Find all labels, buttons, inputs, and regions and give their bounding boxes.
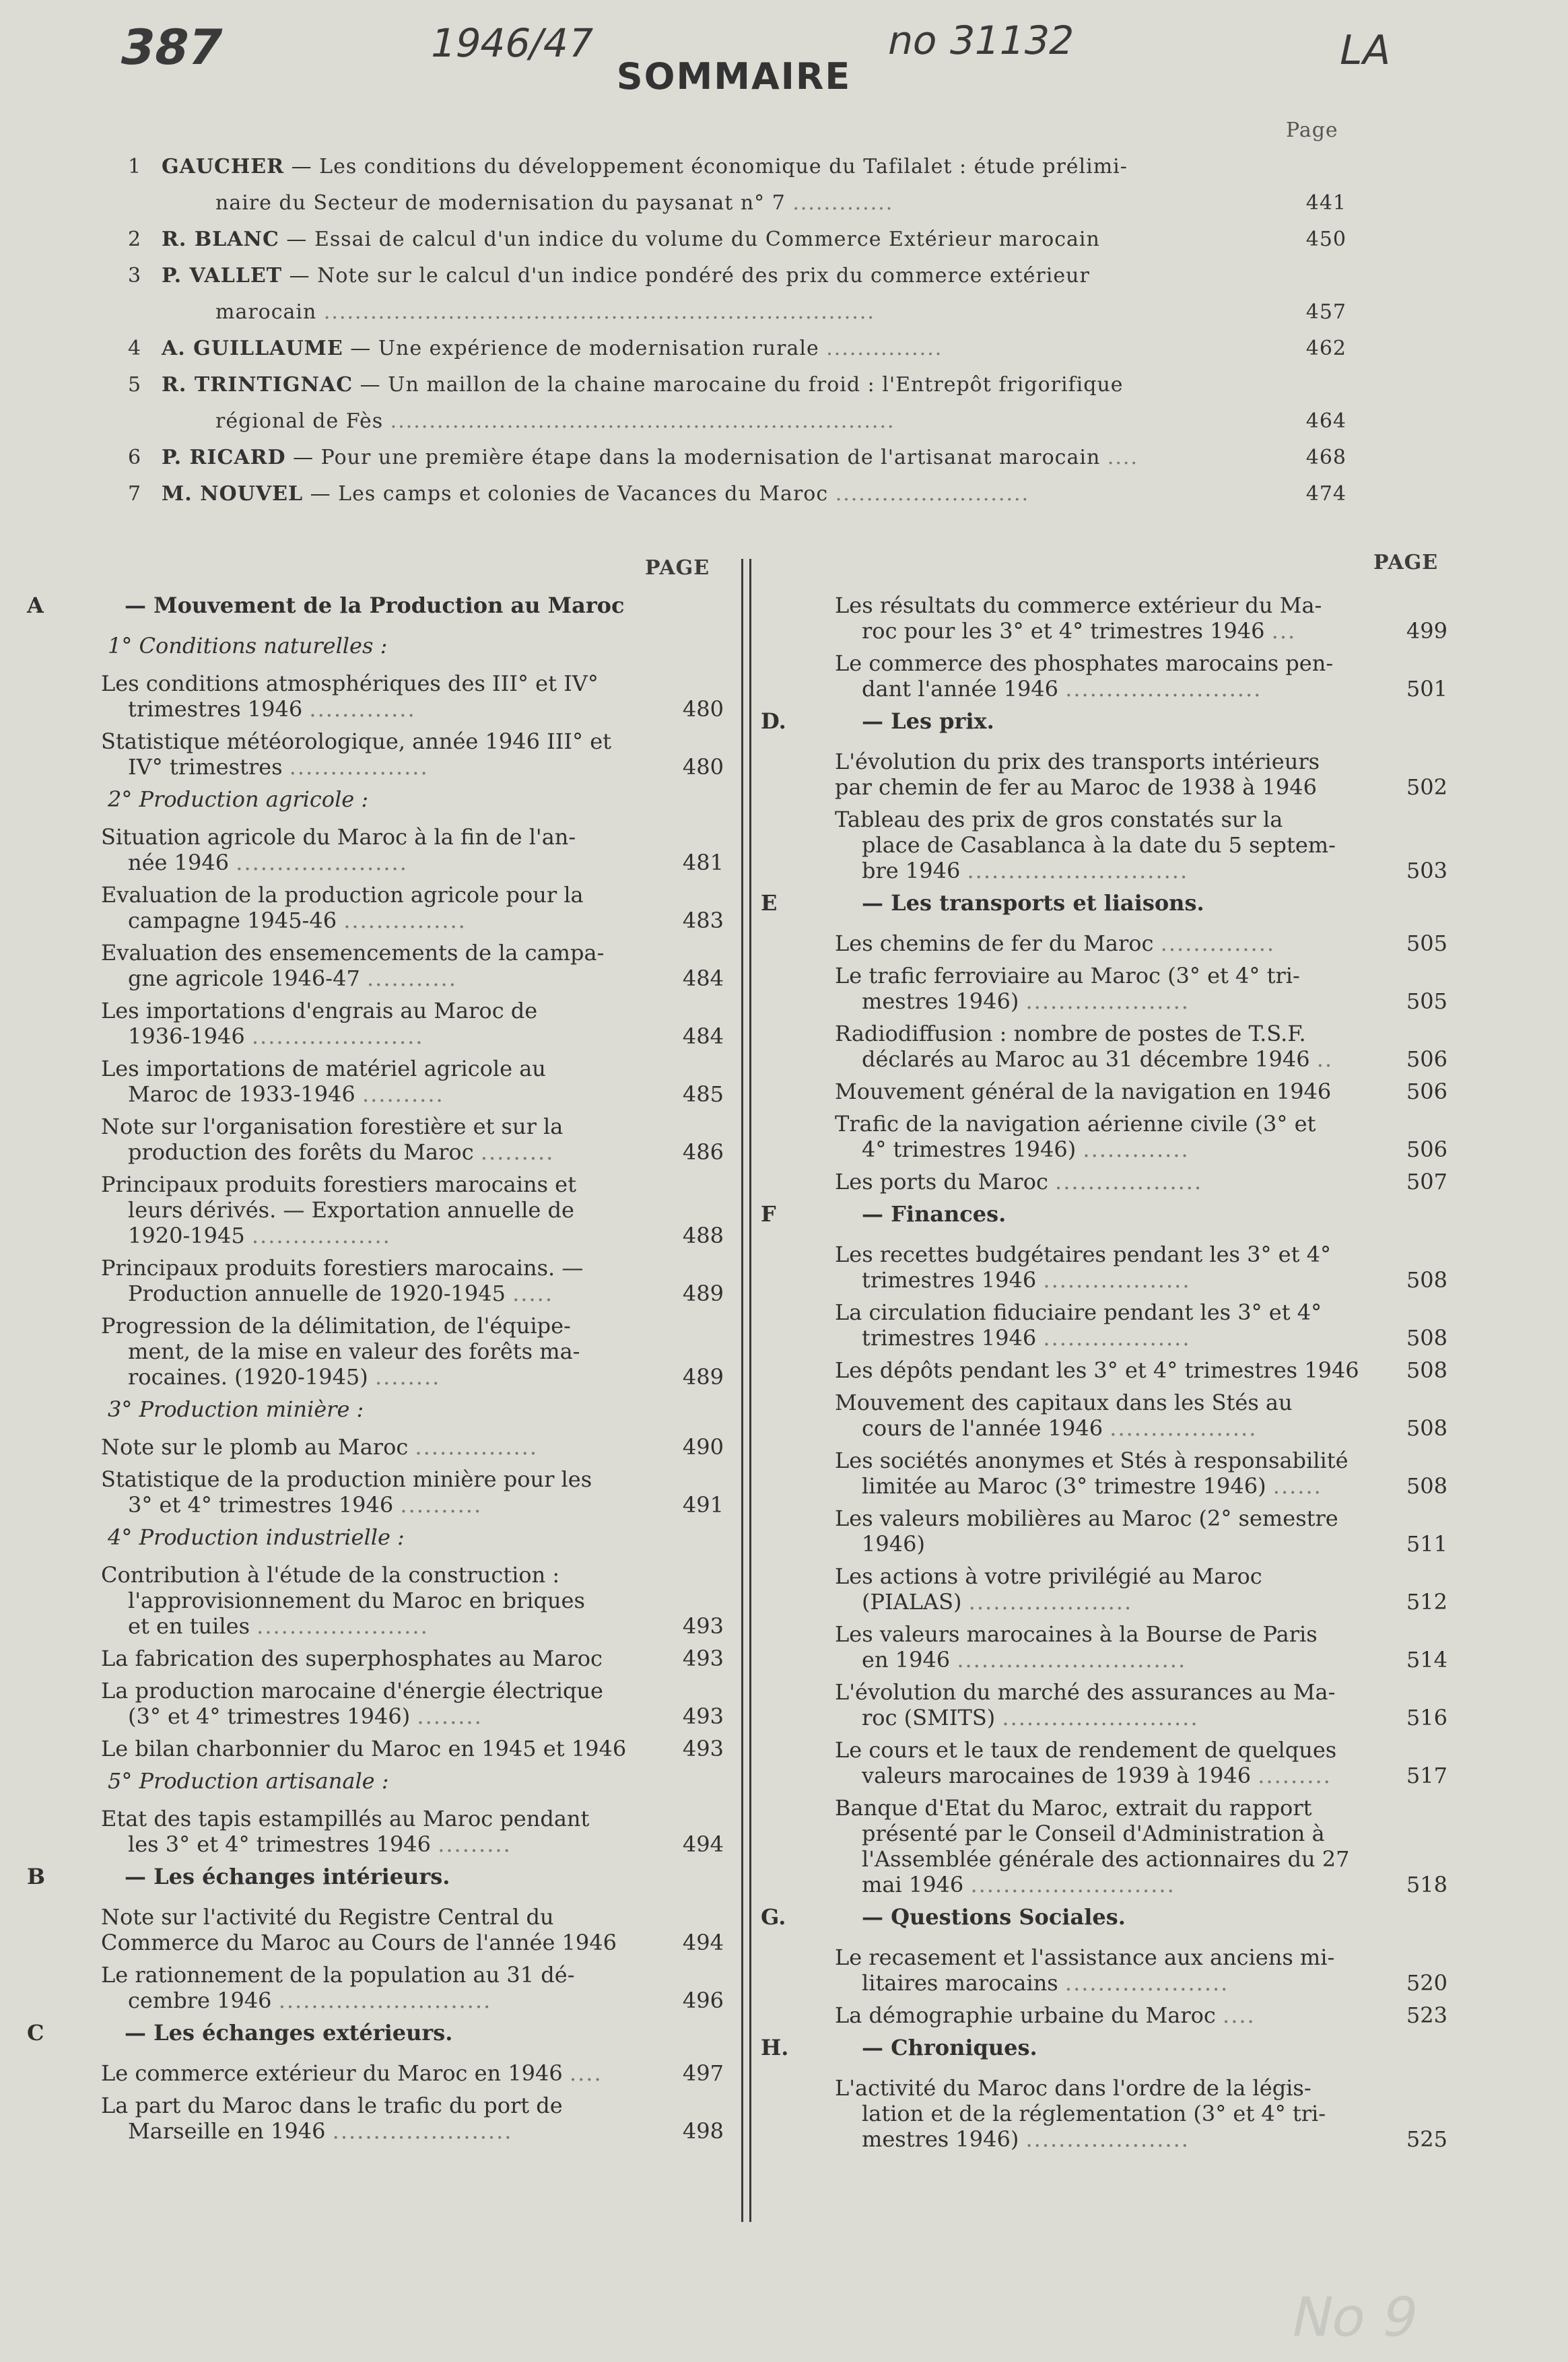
toc-entry: Les importations de matériel agricole au Maroc de 1933-1946 .......... 485 (101, 1056, 724, 1107)
toc-entry: Contribution à l'étude de la construction : l'approvisionnement du Maroc en briques et en tuiles ..................... 493 (101, 1562, 724, 1639)
right-page-label: PAGE (1373, 551, 1439, 574)
article-author: GAUCHER (162, 155, 285, 178)
toc-entry: Principaux produits forestiers marocains. — Production annuelle de 1920-1945 ..... 489 (101, 1255, 724, 1306)
section-heading: A — Mouvement de la Production au Maroc (27, 593, 625, 618)
toc-entry: La démographie urbaine du Maroc .... 523 (835, 2002, 1447, 2028)
toc-entry: La circulation fiduciaire pendant les 3° et 4° trimestres 1946 .................. 508 (835, 1300, 1447, 1351)
toc-entry: Principaux produits forestiers marocains et leurs dérivés. — Exportation annuelle de 1920-1945 ................. 488 (101, 1172, 724, 1248)
subsection-heading: 1° Conditions naturelles : (108, 633, 388, 659)
toc-entry: Les actions à votre privilégié au Maroc (PIALAS) .................... 512 (835, 1563, 1447, 1615)
handwritten-reference: no 31132 (883, 18, 1079, 63)
left-page-label: PAGE (645, 556, 710, 580)
toc-entry: Mouvement des capitaux dans les Stés au cours de l'année 1946 .................. 508 (835, 1390, 1447, 1441)
toc-entry: Les valeurs marocaines à la Bourse de Paris en 1946 ............................ 514 (835, 1621, 1447, 1673)
toc-entry: Note sur l'activité du Registre Central du Commerce du Maroc au Cours de l'année 1946 494 (101, 1904, 724, 1955)
toc-entry: L'évolution du marché des assurances au Ma- roc (SMITS) ........................ 516 (835, 1679, 1447, 1730)
toc-entry: Le rationnement de la population au 31 dé- cembre 1946 .......................... 496 (101, 1962, 724, 2013)
toc-entry: Trafic de la navigation aérienne civile (3° et 4° trimestres 1946) ............. 506 (835, 1111, 1447, 1162)
toc-entry: Le bilan charbonnier du Maroc en 1945 et 1946 493 (101, 1736, 724, 1761)
toc-entry: Les dépôts pendant les 3° et 4° trimestres 1946 508 (835, 1357, 1447, 1383)
section-heading: B — Les échanges intérieurs. (27, 1864, 450, 1889)
column-divider (741, 559, 751, 2222)
toc-entry: La production marocaine d'énergie électrique (3° et 4° trimestres 1946) ........ 493 (101, 1678, 724, 1729)
page-title: SOMMAIRE (616, 55, 852, 98)
article-1: 1 GAUCHER — Les conditions du développement économique du Tafilalet : étude prélimi- (128, 155, 1128, 178)
handwritten-issue: No 9 (1286, 2286, 1425, 2349)
article-page: 441 (1305, 191, 1347, 215)
toc-entry: Mouvement général de la navigation en 1946 506 (835, 1079, 1447, 1104)
toc-entry: Le trafic ferroviaire au Maroc (3° et 4° tri- mestres 1946) .................... 505 (835, 963, 1447, 1014)
handwritten-initials: LA (1334, 27, 1396, 74)
toc-entry: Tableau des prix de gros constatés sur la place de Casablanca à la date du 5 septem- bre 1946 ........................... 503 (835, 807, 1447, 883)
toc-entry: Les conditions atmosphériques des III° et IV° trimestres 1946 ............. 480 (101, 671, 724, 722)
toc-entry: Les importations d'engrais au Maroc de 1936-1946 ..................... 484 (101, 998, 724, 1049)
toc-entry: La fabrication des superphosphates au Maroc 493 (101, 1646, 724, 1671)
toc-entry: Evaluation des ensemencements de la campa- gne agricole 1946-47 ........... 484 (101, 940, 724, 991)
section-heading: E — Les transports et liaisons. (761, 890, 1204, 916)
toc-entry: Statistique de la production minière pour les 3° et 4° trimestres 1946 .......... 491 (101, 1466, 724, 1518)
page-column-label: Page (1286, 119, 1338, 142)
toc-entry: Progression de la délimitation, de l'équipe- ment, de la mise en valeur des forêts ma- rocaines. (1920-1945) ........ 489 (101, 1313, 724, 1390)
toc-entry: Les résultats du commerce extérieur du Ma- roc pour les 3° et 4° trimestres 1946 ... 499 (835, 593, 1447, 644)
toc-entry: La part du Maroc dans le trafic du port de Marseille en 1946 ...................... 498 (101, 2093, 724, 2144)
right-column (761, 593, 1447, 2159)
toc-entry: L'évolution du prix des transports intérieurs par chemin de fer au Maroc de 1938 à 1946 502 (835, 749, 1447, 800)
toc-entry: Les sociétés anonymes et Stés à responsabilité limitée au Maroc (3° trimestre 1946) ...... 508 (835, 1448, 1447, 1499)
handwritten-number: 387 (115, 19, 229, 75)
article-5: 5 R. TRINTIGNAC — Un maillon de la chaine marocaine du froid : l'Entrepôt frigorifique (128, 373, 1124, 397)
handwritten-year: 1946/47 (425, 20, 599, 66)
article-4: 4 A. GUILLAUME — Une expérience de modernisation rurale ............... 462 (128, 337, 1347, 360)
subsection-heading: 3° Production minière : (108, 1396, 364, 1422)
article-7: 7 M. NOUVEL — Les camps et colonies de Vacances du Maroc ......................... 474 (128, 482, 1347, 506)
toc-entry: Le cours et le taux de rendement de quelques valeurs marocaines de 1939 à 1946 ......... 517 (835, 1737, 1447, 1788)
toc-entry: Etat des tapis estampillés au Maroc pendant les 3° et 4° trimestres 1946 ......... 494 (101, 1806, 724, 1857)
article-2: 2 R. BLANC — Essai de calcul d'un indice du volume du Commerce Extérieur marocain 450 (128, 228, 1347, 251)
toc-entry: Situation agricole du Maroc à la fin de l'an- née 1946 ..................... 481 (101, 824, 724, 875)
articles-list: 1 GAUCHER — Les conditions du développement économique du Tafilalet : étude prélimi- naire du Secteur de modernisation du paysanat n° 7 ............. 441 2 R. BLANC — Essai de calcul d'un indice du volume du Commerce Extérieur marocain 450 3 P. VALLET — Note sur le calcul d'un indice pondéré des prix du commerce extérieur marocain ....................................................................... 457 4 A. GUILLAUME — Une expérience de modernisation rurale ............... 462 5 R. TRINTIGNAC — Un maillon de la chaine marocaine du froid : l'Entrepôt frigorifique régional de Fès ................................................................. 464 6 P. RICARD — Pour une première étape dans la modernisation de l'artisanat marocain .... 468 7 M. NOUVEL — Les camps et colonies de Vacances du Maroc ......................... 474 (114, 155, 1347, 518)
toc-entry: Banque d'Etat du Maroc, extrait du rapport présenté par le Conseil d'Administration à l'Assemblée générale des actionnaires du 27 mai 1946 ......................... 518 (835, 1795, 1447, 1897)
article-6: 6 P. RICARD — Pour une première étape dans la modernisation de l'artisanat marocain .... 468 (128, 446, 1347, 469)
section-heading: G. — Questions Sociales. (761, 1904, 1126, 1930)
toc-entry: Note sur l'organisation forestière et sur la production des forêts du Maroc ......... 486 (101, 1114, 724, 1165)
toc-entry: Le commerce des phosphates marocains pen- dant l'année 1946 ........................ 501 (835, 650, 1447, 702)
left-column (27, 593, 724, 2151)
toc-entry: Statistique météorologique, année 1946 III° et IV° trimestres ................. 480 (101, 729, 724, 780)
toc-entry: Le recasement et l'assistance aux anciens mi- litaires marocains .................... 520 (835, 1945, 1447, 1996)
toc-entry: Radiodiffusion : nombre de postes de T.S.F. déclarés au Maroc au 31 décembre 1946 .. 506 (835, 1021, 1447, 1072)
toc-entry: Le commerce extérieur du Maroc en 1946 .... 497 (101, 2060, 724, 2086)
toc-entry: Les recettes budgétaires pendant les 3° et 4° trimestres 1946 .................. 508 (835, 1242, 1447, 1293)
toc-entry: L'activité du Maroc dans l'ordre de la légis- lation et de la réglementation (3° et 4° tri- mestres 1946) .................... 525 (835, 2075, 1447, 2152)
toc-entry: Les valeurs mobilières au Maroc (2° semestre 1946) 511 (835, 1506, 1447, 1557)
toc-entry: Les ports du Maroc .................. 507 (835, 1169, 1447, 1194)
toc-entry: Les chemins de fer du Maroc .............. 505 (835, 931, 1447, 956)
subsection-heading: 5° Production artisanale : (108, 1768, 389, 1794)
subsection-heading: 4° Production industrielle : (108, 1524, 405, 1550)
section-heading: C — Les échanges extérieurs. (27, 2020, 453, 2046)
toc-entry: Note sur le plomb au Maroc ............... 490 (101, 1434, 724, 1460)
section-heading: H. — Chroniques. (761, 2035, 1037, 2060)
article-3: 3 P. VALLET — Note sur le calcul d'un indice pondéré des prix du commerce extérieur (128, 264, 1090, 288)
section-heading: D. — Les prix. (761, 708, 994, 734)
section-heading: F — Finances. (761, 1201, 1007, 1227)
subsection-heading: 2° Production agricole : (108, 786, 369, 812)
toc-entry: Evaluation de la production agricole pour la campagne 1945-46 ............... 483 (101, 882, 724, 933)
